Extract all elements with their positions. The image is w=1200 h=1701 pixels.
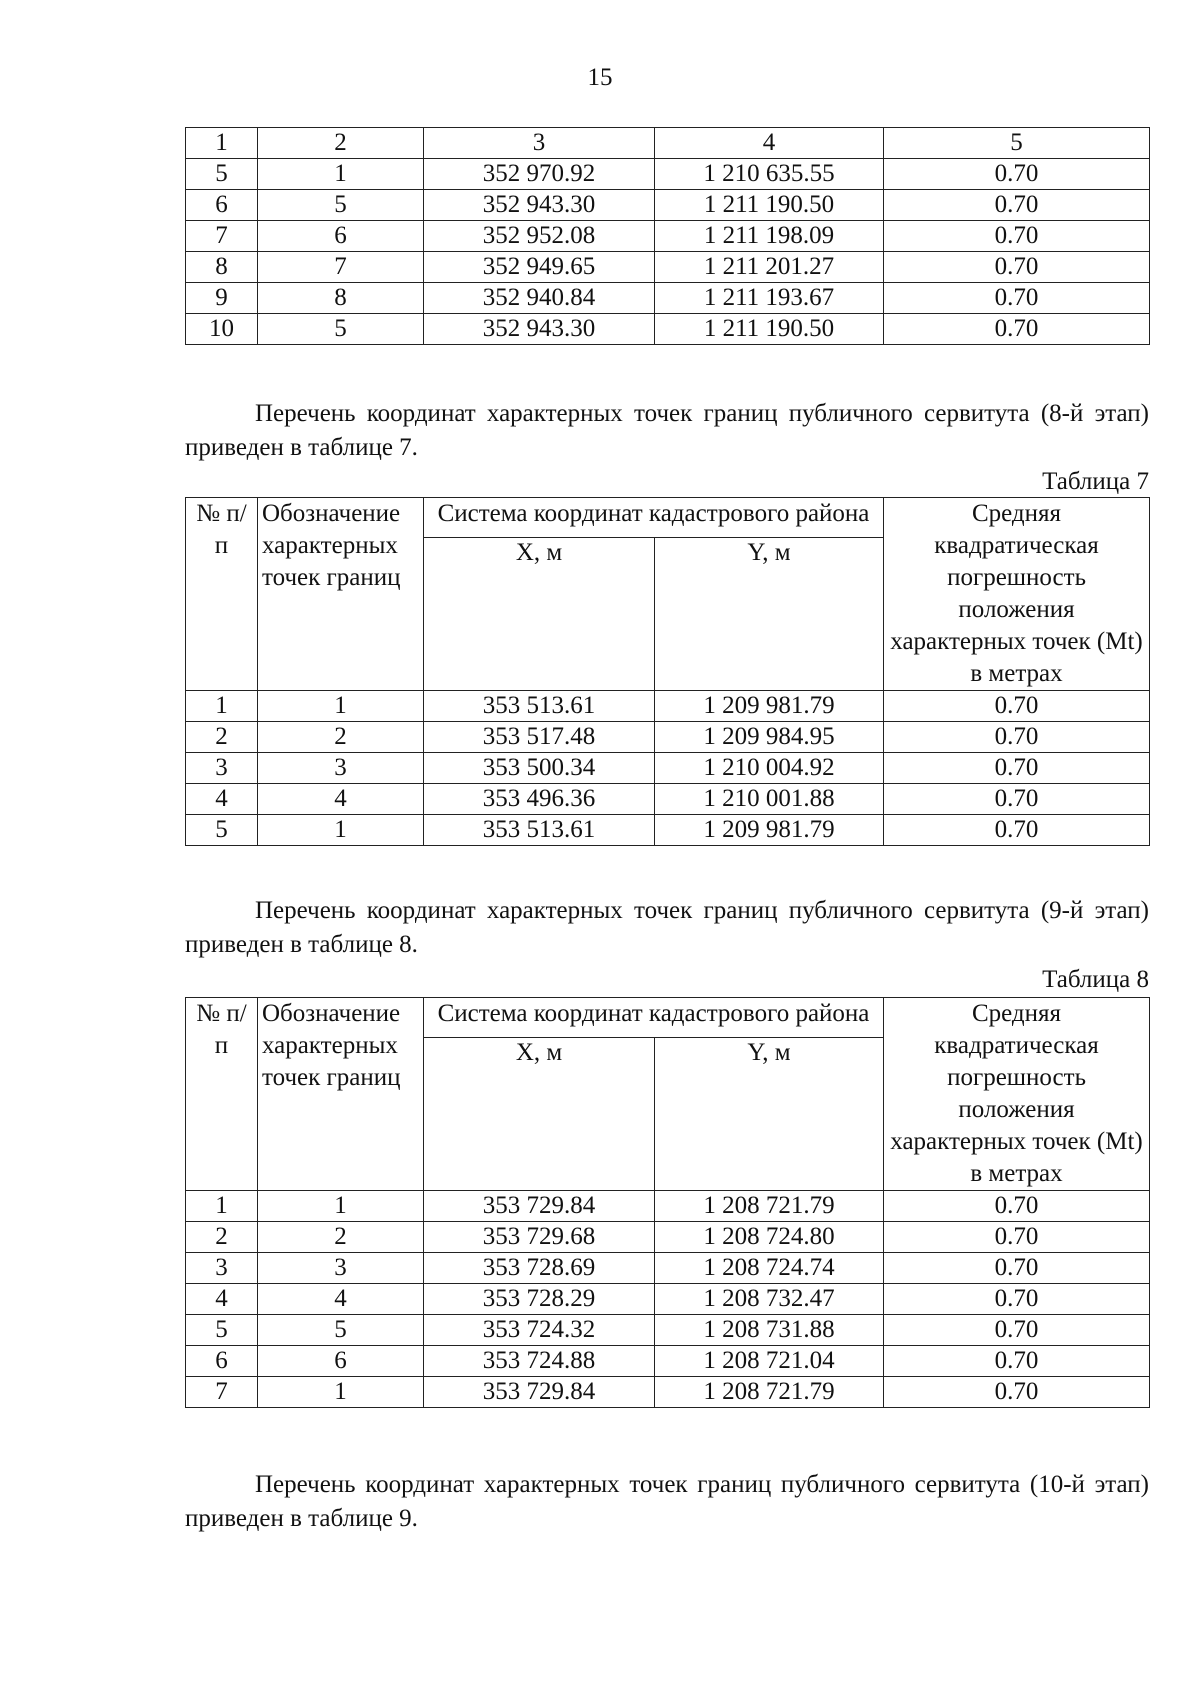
header-cell: 4 bbox=[655, 128, 884, 159]
table-row bbox=[186, 190, 1150, 221]
table-cell: 1 211 193.67 bbox=[655, 283, 884, 314]
header-y: Y, м bbox=[655, 1037, 884, 1190]
header-designation: Обозначение характерных точек границ bbox=[258, 498, 424, 691]
table-cell: 0.70 bbox=[884, 314, 1150, 345]
table-cell: 0.70 bbox=[884, 784, 1150, 815]
table-cell: 0.70 bbox=[884, 221, 1150, 252]
paragraph-text: Перечень координат характерных точек границ публичного сервитута (8-й этап) приведен в таблице 7. bbox=[185, 400, 1149, 461]
table-row bbox=[186, 314, 1150, 345]
table-cell: 1 bbox=[186, 1191, 258, 1222]
table-cell: 10 bbox=[186, 314, 258, 345]
table-cell: 9 bbox=[186, 283, 258, 314]
table-cell: 352 943.30 bbox=[424, 314, 655, 345]
table-cell: 2 bbox=[186, 1222, 258, 1253]
table-cell: 7 bbox=[258, 252, 424, 283]
table-cell: 0.70 bbox=[884, 1191, 1150, 1222]
table-row bbox=[186, 252, 1150, 283]
table-cell: 1 bbox=[258, 159, 424, 190]
table-cell: 1 210 004.92 bbox=[655, 753, 884, 784]
table-cell: 352 970.92 bbox=[424, 159, 655, 190]
table-row bbox=[186, 784, 1150, 815]
table-cell: 4 bbox=[258, 784, 424, 815]
table-cell: 353 728.69 bbox=[424, 1253, 655, 1284]
table-row bbox=[186, 283, 1150, 314]
table-cell: 0.70 bbox=[884, 1346, 1150, 1377]
header-num: № п/п bbox=[186, 498, 258, 691]
table-cell: 5 bbox=[258, 190, 424, 221]
table-7-caption: Таблица 7 bbox=[1042, 468, 1149, 495]
table-header-row bbox=[186, 498, 1150, 538]
table-body bbox=[186, 498, 1150, 846]
table-cell: 353 496.36 bbox=[424, 784, 655, 815]
table-cell: 353 729.84 bbox=[424, 1191, 655, 1222]
table-cell: 6 bbox=[258, 221, 424, 252]
table-row bbox=[186, 1222, 1150, 1253]
table-cell: 3 bbox=[186, 1253, 258, 1284]
header-x: X, м bbox=[424, 537, 655, 690]
paragraph-stage-9 bbox=[185, 894, 1149, 962]
table-cell: 1 bbox=[186, 691, 258, 722]
header-x: X, м bbox=[424, 1037, 655, 1190]
table-cell: 4 bbox=[258, 1284, 424, 1315]
table-cell: 352 952.08 bbox=[424, 221, 655, 252]
table-row bbox=[186, 815, 1150, 846]
table-cell: 0.70 bbox=[884, 722, 1150, 753]
table-cell: 352 949.65 bbox=[424, 252, 655, 283]
table-cell: 0.70 bbox=[884, 190, 1150, 221]
table-cell: 352 940.84 bbox=[424, 283, 655, 314]
table-cell: 1 209 981.79 bbox=[655, 815, 884, 846]
table-cell: 1 bbox=[258, 1377, 424, 1408]
table-cell: 5 bbox=[258, 314, 424, 345]
table-7 bbox=[185, 497, 1150, 846]
header-y: Y, м bbox=[655, 537, 884, 690]
table-cell: 1 209 984.95 bbox=[655, 722, 884, 753]
table-cell: 0.70 bbox=[884, 283, 1150, 314]
header-cell: 3 bbox=[424, 128, 655, 159]
table-cell: 0.70 bbox=[884, 1253, 1150, 1284]
table-cell: 1 211 190.50 bbox=[655, 190, 884, 221]
table-cell: 1 208 732.47 bbox=[655, 1284, 884, 1315]
table-cell: 1 211 198.09 bbox=[655, 221, 884, 252]
page-number: 15 bbox=[587, 64, 613, 91]
table-cell: 1 bbox=[258, 1191, 424, 1222]
table-cell: 1 208 731.88 bbox=[655, 1315, 884, 1346]
paragraph-text: Перечень координат характерных точек границ публичного сервитута (9-й этап) приведен в таблице 8. bbox=[185, 897, 1149, 958]
header-cell: 2 bbox=[258, 128, 424, 159]
table-cell: 0.70 bbox=[884, 753, 1150, 784]
table-cell: 0.70 bbox=[884, 691, 1150, 722]
header-cell: 5 bbox=[884, 128, 1150, 159]
table-cell: 1 208 721.04 bbox=[655, 1346, 884, 1377]
table-cell: 353 729.84 bbox=[424, 1377, 655, 1408]
table-8-caption: Таблица 8 bbox=[1042, 966, 1149, 993]
table-cell: 8 bbox=[258, 283, 424, 314]
table-cell: 7 bbox=[186, 1377, 258, 1408]
table-cell: 353 729.68 bbox=[424, 1222, 655, 1253]
table-cell: 0.70 bbox=[884, 252, 1150, 283]
table-cell: 0.70 bbox=[884, 159, 1150, 190]
header-coordinate-system: Система координат кадастрового района bbox=[424, 998, 884, 1038]
header-num: № п/п bbox=[186, 998, 258, 1191]
table-cell: 0.70 bbox=[884, 1315, 1150, 1346]
table-cell: 1 bbox=[258, 691, 424, 722]
table-cell: 353 724.88 bbox=[424, 1346, 655, 1377]
table-cell: 2 bbox=[258, 722, 424, 753]
coordinates-table-continuation bbox=[185, 127, 1150, 345]
table-cell: 4 bbox=[186, 1284, 258, 1315]
table-cell: 2 bbox=[186, 722, 258, 753]
table-cell: 6 bbox=[186, 1346, 258, 1377]
table-row bbox=[186, 221, 1150, 252]
table-cell: 353 724.32 bbox=[424, 1315, 655, 1346]
table-cell: 353 728.29 bbox=[424, 1284, 655, 1315]
table-cell: 6 bbox=[186, 190, 258, 221]
table-row bbox=[186, 691, 1150, 722]
paragraph-stage-8 bbox=[185, 397, 1149, 465]
table-cell: 6 bbox=[258, 1346, 424, 1377]
table-row bbox=[186, 753, 1150, 784]
table-cell: 353 517.48 bbox=[424, 722, 655, 753]
paragraph-stage-10 bbox=[185, 1468, 1149, 1536]
table-cell: 1 210 001.88 bbox=[655, 784, 884, 815]
table-cell: 353 500.34 bbox=[424, 753, 655, 784]
table-cell: 0.70 bbox=[884, 1222, 1150, 1253]
table-row bbox=[186, 159, 1150, 190]
table-cell: 1 209 981.79 bbox=[655, 691, 884, 722]
table-cell: 352 943.30 bbox=[424, 190, 655, 221]
table-cell: 5 bbox=[186, 815, 258, 846]
table-body bbox=[186, 998, 1150, 1408]
table-cell: 0.70 bbox=[884, 815, 1150, 846]
table-cell: 3 bbox=[258, 753, 424, 784]
table-cell: 5 bbox=[258, 1315, 424, 1346]
table-cell: 353 513.61 bbox=[424, 691, 655, 722]
table-cell: 1 208 721.79 bbox=[655, 1377, 884, 1408]
table-body bbox=[186, 128, 1150, 345]
table-cell: 1 211 201.27 bbox=[655, 252, 884, 283]
table-cell: 1 210 635.55 bbox=[655, 159, 884, 190]
table-cell: 1 208 724.80 bbox=[655, 1222, 884, 1253]
table-cell: 0.70 bbox=[884, 1377, 1150, 1408]
table-row bbox=[186, 722, 1150, 753]
table-cell: 5 bbox=[186, 159, 258, 190]
table-cell: 1 208 724.74 bbox=[655, 1253, 884, 1284]
table-row bbox=[186, 1253, 1150, 1284]
table-row bbox=[186, 1377, 1150, 1408]
table-row bbox=[186, 1315, 1150, 1346]
table-cell: 0.70 bbox=[884, 1284, 1150, 1315]
table-row bbox=[186, 1284, 1150, 1315]
header-coordinate-system: Система координат кадастрового района bbox=[424, 498, 884, 538]
paragraph-text: Перечень координат характерных точек границ публичного сервитута (10-й этап) приведен в таблице 9. bbox=[185, 1471, 1149, 1532]
table-header-row bbox=[186, 998, 1150, 1038]
table-header-numbers bbox=[186, 128, 1150, 159]
table-cell: 1 bbox=[258, 815, 424, 846]
table-cell: 3 bbox=[258, 1253, 424, 1284]
table-cell: 3 bbox=[186, 753, 258, 784]
header-error: Средняя квадратическая погрешность положения характерных точек (Mt) в метрах bbox=[884, 998, 1150, 1191]
table-cell: 8 bbox=[186, 252, 258, 283]
table-cell: 1 208 721.79 bbox=[655, 1191, 884, 1222]
table-row bbox=[186, 1191, 1150, 1222]
table-cell: 353 513.61 bbox=[424, 815, 655, 846]
table-8 bbox=[185, 997, 1150, 1408]
table-cell: 2 bbox=[258, 1222, 424, 1253]
table-cell: 4 bbox=[186, 784, 258, 815]
table-cell: 7 bbox=[186, 221, 258, 252]
header-designation: Обозначение характерных точек границ bbox=[258, 998, 424, 1191]
table-cell: 5 bbox=[186, 1315, 258, 1346]
table-cell: 1 211 190.50 bbox=[655, 314, 884, 345]
table-row bbox=[186, 1346, 1150, 1377]
header-error: Средняя квадратическая погрешность положения характерных точек (Mt) в метрах bbox=[884, 498, 1150, 691]
header-cell: 1 bbox=[186, 128, 258, 159]
